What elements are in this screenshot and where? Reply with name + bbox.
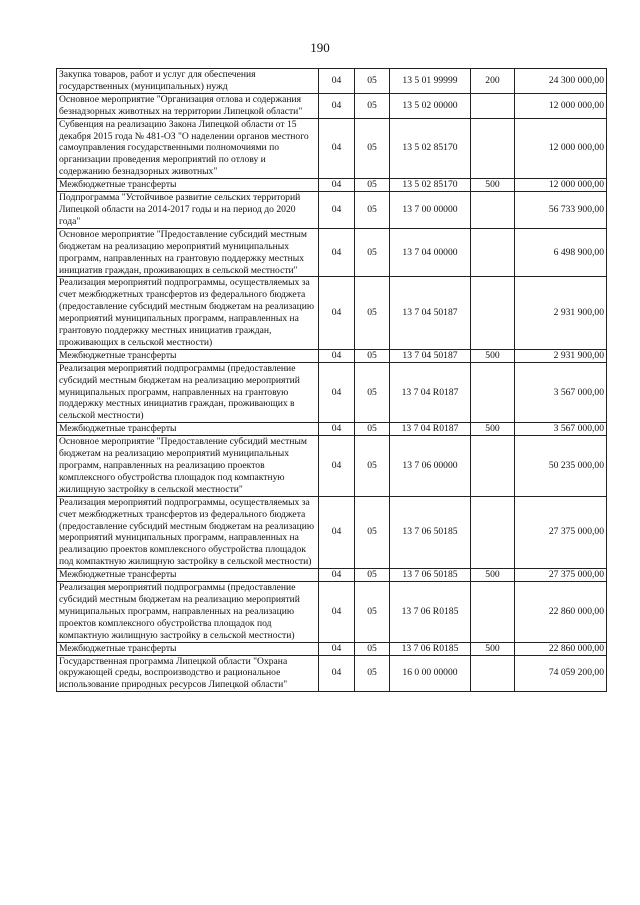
subsection-code-cell: 05 [355,582,390,643]
subsection-code-cell: 05 [355,69,390,94]
target-article-cell: 13 5 02 85170 [390,179,471,192]
target-article-cell: 13 5 01 99999 [390,69,471,94]
section-code-cell: 04 [319,423,355,436]
target-article-cell: 13 7 06 50185 [390,569,471,582]
expense-type-cell [471,496,515,568]
subsection-code-cell: 05 [355,277,390,349]
subsection-code-cell: 05 [355,436,390,497]
section-code-cell: 04 [319,228,355,277]
target-article-cell: 13 7 00 00000 [390,192,471,229]
subsection-code-cell: 05 [355,118,390,179]
section-code-cell: 04 [319,582,355,643]
expense-type-cell [471,362,515,423]
amount-cell: 27 375 000,00 [515,496,607,568]
amount-cell: 22 860 000,00 [515,642,607,655]
expense-type-cell: 500 [471,179,515,192]
subsection-code-cell: 05 [355,642,390,655]
target-article-cell: 16 0 00 00000 [390,655,471,692]
section-code-cell: 04 [319,569,355,582]
subsection-code-cell: 05 [355,93,390,118]
amount-cell: 3 567 000,00 [515,362,607,423]
table-row [57,362,607,423]
amount-cell: 12 000 000,00 [515,179,607,192]
subsection-code-cell: 05 [355,349,390,362]
target-article-cell: 13 7 04 50187 [390,277,471,349]
amount-cell: 56 733 900,00 [515,192,607,229]
expense-type-cell [471,118,515,179]
item-name-cell: Межбюджетные трансферты [57,423,319,436]
amount-cell: 12 000 000,00 [515,118,607,179]
item-name-cell: Межбюджетные трансферты [57,349,319,362]
item-name-cell: Основное мероприятие "Организация отлова и содержания безнадзорных животных на территории Липецкой области" [57,93,319,118]
target-article-cell: 13 5 02 00000 [390,93,471,118]
subsection-code-cell: 05 [355,192,390,229]
table-row [57,423,607,436]
expense-type-cell [471,655,515,692]
table-row [57,569,607,582]
target-article-cell: 13 7 04 50187 [390,349,471,362]
expense-type-cell: 200 [471,69,515,94]
target-article-cell: 13 5 02 85170 [390,118,471,179]
table-row [57,277,607,349]
budget-table [56,68,607,692]
table-row [57,179,607,192]
item-name-cell: Реализация мероприятий подпрограммы, осуществляемых за счет межбюджетных трансфертов из федерального бюджета (предоставление субсидий местным бюджетам на реализацию мероприятий муниципальных программ, направленных на грантовую поддержку местных инициатив граждан, проживающих в сельской местности) [57,277,319,349]
table-row [57,69,607,94]
amount-cell: 24 300 000,00 [515,69,607,94]
subsection-code-cell: 05 [355,569,390,582]
item-name-cell: Основное мероприятие "Предоставление субсидий местным бюджетам на реализацию мероприятий муниципальных программ, направленных на грантовую поддержку местных инициатив граждан, проживающих в сельской местности" [57,228,319,277]
section-code-cell: 04 [319,436,355,497]
item-name-cell: Подпрограмма "Устойчивое развитие сельских территорий Липецкой области на 2014-2017 годы и на период до 2020 года" [57,192,319,229]
section-code-cell: 04 [319,179,355,192]
subsection-code-cell: 05 [355,179,390,192]
expense-type-cell: 500 [471,642,515,655]
target-article-cell: 13 7 06 R0185 [390,642,471,655]
expense-type-cell [471,436,515,497]
target-article-cell: 13 7 04 R0187 [390,362,471,423]
section-code-cell: 04 [319,362,355,423]
item-name-cell: Основное мероприятие "Предоставление субсидий местным бюджетам на реализацию мероприятий муниципальных программ, направленных на реализацию проектов комплексного обустройства площадок под компактную жилищную застройку в сельской местности" [57,436,319,497]
target-article-cell: 13 7 04 00000 [390,228,471,277]
item-name-cell: Закупка товаров, работ и услуг для обеспечения государственных (муниципальных) нужд [57,69,319,94]
amount-cell: 22 860 000,00 [515,582,607,643]
section-code-cell: 04 [319,118,355,179]
expense-type-cell [471,277,515,349]
subsection-code-cell: 05 [355,423,390,436]
amount-cell: 2 931 900,00 [515,277,607,349]
subsection-code-cell: 05 [355,362,390,423]
section-code-cell: 04 [319,496,355,568]
table-row [57,436,607,497]
table-row [57,642,607,655]
table-row [57,496,607,568]
item-name-cell: Межбюджетные трансферты [57,569,319,582]
section-code-cell: 04 [319,655,355,692]
table-row [57,655,607,692]
amount-cell: 50 235 000,00 [515,436,607,497]
target-article-cell: 13 7 06 R0185 [390,582,471,643]
item-name-cell: Межбюджетные трансферты [57,642,319,655]
item-name-cell: Межбюджетные трансферты [57,179,319,192]
item-name-cell: Реализация мероприятий подпрограммы, осуществляемых за счет межбюджетных трансфертов из федерального бюджета (предоставление субсидий местным бюджетам на реализацию мероприятий муниципальных программ, направленных на реализацию проектов комплексного обустройства площадок под компактную жилищную застройку в сельской местности) [57,496,319,568]
table-row [57,93,607,118]
amount-cell: 2 931 900,00 [515,349,607,362]
section-code-cell: 04 [319,93,355,118]
item-name-cell: Государственная программа Липецкой области "Охрана окружающей среды, воспроизводство и рациональное использование природных ресурсов Липецкой области" [57,655,319,692]
subsection-code-cell: 05 [355,655,390,692]
expense-type-cell [471,228,515,277]
section-code-cell: 04 [319,277,355,349]
table-row [57,582,607,643]
item-name-cell: Реализация мероприятий подпрограммы (предоставление субсидий местным бюджетам на реализацию мероприятий муниципальных программ, направленных на реализацию проектов комплексного обустройства площадок под компактную жилищную застройку в сельской местности) [57,582,319,643]
amount-cell: 27 375 000,00 [515,569,607,582]
subsection-code-cell: 05 [355,228,390,277]
amount-cell: 6 498 900,00 [515,228,607,277]
amount-cell: 12 000 000,00 [515,93,607,118]
subsection-code-cell: 05 [355,496,390,568]
section-code-cell: 04 [319,642,355,655]
target-article-cell: 13 7 06 50185 [390,496,471,568]
item-name-cell: Реализация мероприятий подпрограммы (предоставление субсидий местным бюджетам на реализацию мероприятий муниципальных программ, направленных на грантовую поддержку местных инициатив граждан, проживающих в сельской местности) [57,362,319,423]
expense-type-cell: 500 [471,569,515,582]
amount-cell: 3 567 000,00 [515,423,607,436]
target-article-cell: 13 7 06 00000 [390,436,471,497]
table-row [57,228,607,277]
expense-type-cell [471,93,515,118]
expense-type-cell: 500 [471,423,515,436]
amount-cell: 74 059 200,00 [515,655,607,692]
page-number: 190 [310,40,330,55]
expense-type-cell: 500 [471,349,515,362]
table-body [57,69,607,692]
expense-type-cell [471,192,515,229]
section-code-cell: 04 [319,192,355,229]
section-code-cell: 04 [319,69,355,94]
table-row [57,192,607,229]
expense-type-cell [471,582,515,643]
table-row [57,349,607,362]
item-name-cell: Субвенция на реализацию Закона Липецкой области от 15 декабря 2015 года № 481-ОЗ "О наделении органов местного самоуправления государственными полномочиями по организации проведения мероприятий по отлову и содержанию безнадзорных животных" [57,118,319,179]
target-article-cell: 13 7 04 R0187 [390,423,471,436]
section-code-cell: 04 [319,349,355,362]
table-row [57,118,607,179]
